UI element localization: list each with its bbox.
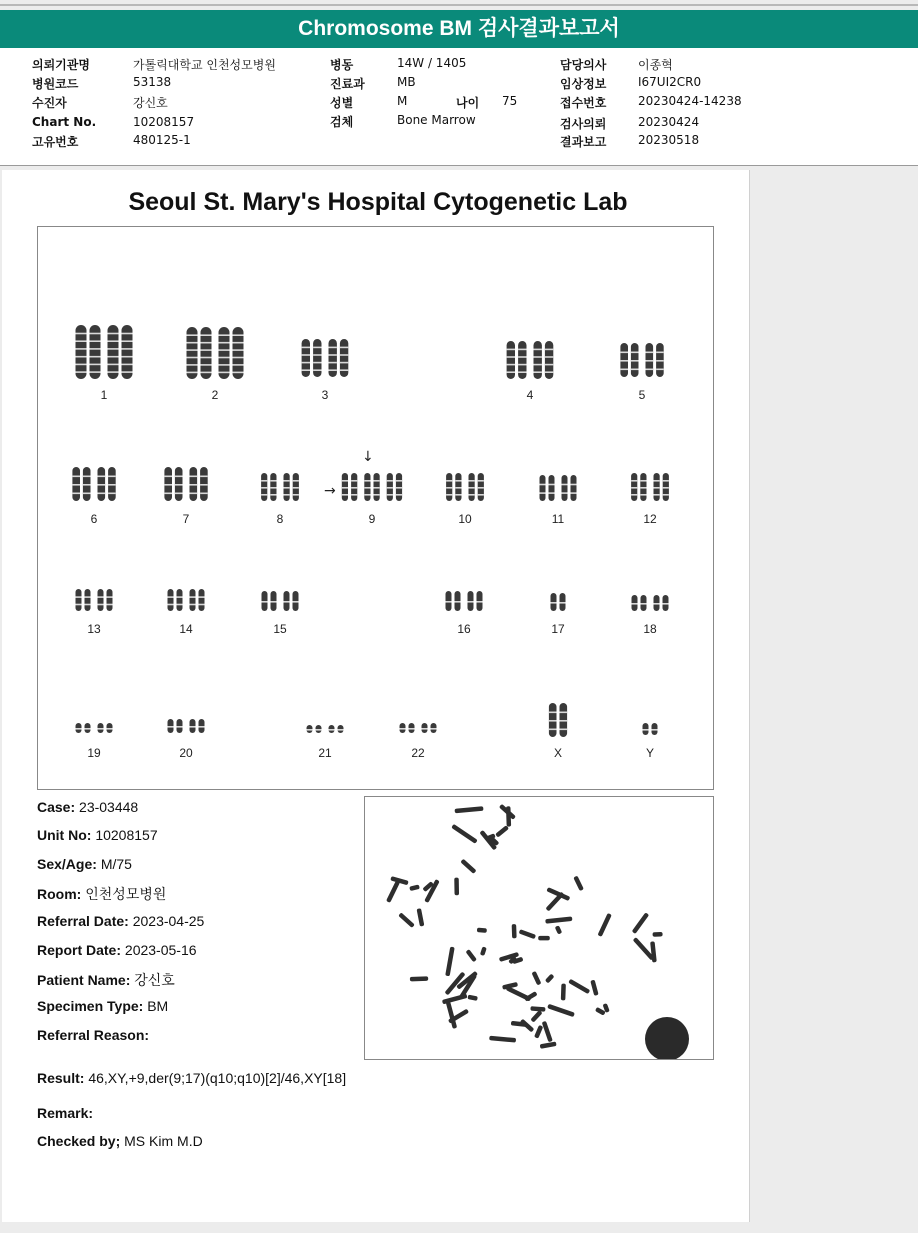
result-label: Result: <box>37 1070 85 1086</box>
department-value: MB <box>397 75 416 89</box>
chromosome-22 <box>400 723 437 733</box>
chromosome-11 <box>540 475 577 501</box>
checked-by-row <box>37 1133 203 1149</box>
chromosome-16 <box>446 591 483 611</box>
case-value: 23-03448 <box>79 799 139 815</box>
ward-value: 14W / 1405 <box>397 56 467 70</box>
chromosome-12 <box>631 473 669 501</box>
chromosome-15 <box>262 591 299 611</box>
chromosome-label-15: 15 <box>273 622 287 636</box>
chromosome-label-22: 22 <box>411 746 425 760</box>
chromosome-label-16: 16 <box>457 622 471 636</box>
chromosome-label-1: 1 <box>100 388 108 402</box>
chromosome-label-13: 13 <box>87 622 101 636</box>
department-label: 진료과 <box>330 77 365 91</box>
sex-label: 성별 <box>330 96 354 110</box>
unit-no-row <box>37 827 158 843</box>
chromosome-label-8: 8 <box>276 512 284 526</box>
checked-by-label: Checked by; <box>37 1133 121 1149</box>
room-label: Room: <box>37 886 82 902</box>
result-date-label: 결과보고 <box>560 135 607 149</box>
chromosome-label-6: 6 <box>90 512 98 526</box>
chromosome-1 <box>76 325 133 379</box>
hospital-label: 의뢰기관명 <box>32 58 90 72</box>
unique-no-label: 고유번호 <box>32 135 79 149</box>
patient-name-row <box>37 970 175 990</box>
referral-date-row <box>37 913 204 929</box>
chromosome-X <box>549 703 567 737</box>
karyotype-chromosomes <box>38 227 715 791</box>
clinical-info-value: I67UI2CR0 <box>638 75 702 89</box>
metaphase-image <box>364 796 714 1060</box>
doctor-value: 이종혁 <box>638 58 673 72</box>
referral-reason-row <box>37 1027 149 1043</box>
case-label: Case: <box>37 799 76 815</box>
result-row <box>37 1070 346 1086</box>
age-value: 75 <box>502 94 518 108</box>
hospital-value: 가톨릭대학교 인천성모병원 <box>133 58 276 72</box>
referral-date-label: Referral Date: <box>37 913 129 929</box>
report-title: Chromosome BM 검사결과보고서 <box>0 10 918 48</box>
chromosome-3 <box>302 339 349 377</box>
receipt-no-label: 접수번호 <box>560 96 607 110</box>
chromosome-21 <box>307 725 344 733</box>
chromosome-10 <box>446 473 484 501</box>
chromosome-label-Y: Y <box>645 746 654 760</box>
request-date-value: 20230424 <box>638 115 700 129</box>
chromosome-label-21: 21 <box>318 746 332 760</box>
chart-no-value: 10208157 <box>133 115 195 129</box>
unique-no-value: 480125-1 <box>133 133 191 147</box>
chromosome-label-4: 4 <box>526 388 534 402</box>
interphase-nucleus <box>645 1017 689 1059</box>
chromosome-2 <box>187 327 244 379</box>
checked-by-value: MS Kim M.D <box>124 1133 203 1149</box>
room-value: 인천성모병원 <box>85 886 167 902</box>
case-row <box>37 799 138 815</box>
hospital-code-label: 병원코드 <box>32 77 79 91</box>
report-date-row <box>37 942 197 958</box>
chromosome-label-20: 20 <box>179 746 193 760</box>
arrow-down-icon: ↓ <box>362 449 374 465</box>
chromosome-label-2: 2 <box>211 388 219 402</box>
header-info <box>0 48 918 166</box>
hospital-code-value: 53138 <box>133 75 172 89</box>
receipt-no-value: 20230424-14238 <box>638 94 742 108</box>
patient-label: 수진자 <box>32 96 67 110</box>
age-label: 나이 <box>456 96 480 110</box>
result-value: 46,XY,+9,der(9;17)(q10;q10)[2]/46,XY[18] <box>88 1070 347 1086</box>
chromosome-label-14: 14 <box>179 622 193 636</box>
sex-age-label: Sex/Age: <box>37 856 97 872</box>
chromosome-14 <box>168 589 205 611</box>
room-row <box>37 884 166 904</box>
unit-no-value: 10208157 <box>95 827 158 843</box>
chromosome-label-9: 9 <box>368 512 376 526</box>
chromosome-label-5: 5 <box>638 388 646 402</box>
chromosome-label-18: 18 <box>643 622 657 636</box>
sex-value: M <box>397 94 408 108</box>
chromosome-4 <box>507 341 554 379</box>
sex-age-row <box>37 856 132 872</box>
specimen-type-row <box>37 998 168 1014</box>
cytogenetic-report <box>2 170 750 1222</box>
chromosome-label-17: 17 <box>551 622 565 636</box>
unit-no-label: Unit No: <box>37 827 92 843</box>
chromosome-label-X: X <box>553 746 562 760</box>
specimen-type-label: Specimen Type: <box>37 998 144 1014</box>
remark-label: Remark: <box>37 1105 94 1121</box>
remark-row <box>37 1105 93 1121</box>
ward-label: 병동 <box>330 58 354 72</box>
chromosome-label-7: 7 <box>182 512 190 526</box>
chromosome-19 <box>76 723 113 733</box>
specimen-label: 검체 <box>330 115 354 129</box>
chromosome-7 <box>164 467 207 501</box>
arrow-right-icon: → <box>324 483 336 499</box>
report-date-value: 2023-05-16 <box>124 942 197 958</box>
specimen-value: Bone Marrow <box>397 113 476 127</box>
chromosome-9 <box>342 473 402 501</box>
chromosome-17 <box>551 593 566 611</box>
request-date-label: 검사의뢰 <box>560 117 607 131</box>
result-date-value: 20230518 <box>638 133 700 147</box>
referral-date-value: 2023-04-25 <box>132 913 205 929</box>
karyotype-image <box>37 226 714 790</box>
chromosome-18 <box>632 595 669 611</box>
clinical-info-label: 임상정보 <box>560 77 607 91</box>
lab-title: Seoul St. Mary's Hospital Cytogenetic Lab <box>128 188 628 216</box>
chromosome-label-12: 12 <box>643 512 657 526</box>
chromosome-Y <box>643 723 658 735</box>
chromosome-8 <box>261 473 299 501</box>
referral-reason-label: Referral Reason: <box>37 1027 150 1043</box>
chromosome-label-11: 11 <box>551 512 565 526</box>
chromosome-6 <box>72 467 115 501</box>
top-divider <box>0 4 918 6</box>
chromosome-label-19: 19 <box>87 746 101 760</box>
chromosome-label-3: 3 <box>321 388 329 402</box>
metaphase-spread <box>365 797 713 1059</box>
chart-no-label: Chart No. <box>32 115 97 129</box>
chromosome-13 <box>76 589 113 611</box>
specimen-type-value: BM <box>147 998 169 1014</box>
report-date-label: Report Date: <box>37 942 122 958</box>
patient-name-label: Patient Name: <box>37 972 131 988</box>
patient-name-value: 강신호 <box>134 972 175 988</box>
chromosome-label-10: 10 <box>458 512 472 526</box>
chromosome-20 <box>168 719 205 733</box>
chromosome-5 <box>620 343 663 377</box>
doctor-label: 담당의사 <box>560 58 607 72</box>
patient-value: 강신호 <box>133 96 168 110</box>
sex-age-value: M/75 <box>100 856 132 872</box>
